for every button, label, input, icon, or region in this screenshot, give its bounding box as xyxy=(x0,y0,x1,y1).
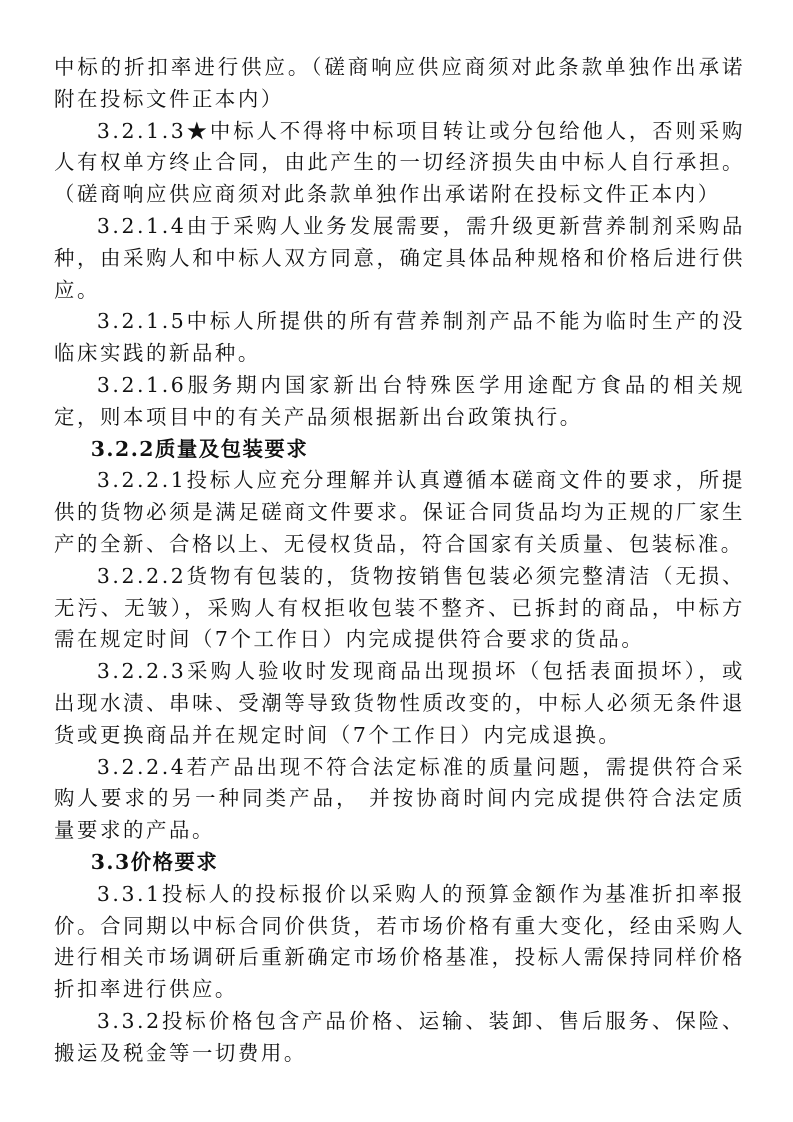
section-heading-3-2-2: 3.2.2质量及包装要求 xyxy=(90,436,309,461)
clause-3-2-2-3: 3.2.2.3采购人验收时发现商品出现损坏（包括表面损坏），或出现水渍、串味、受潮等导致货物性质改变的，中标人必须无条件退货或更换商品并在规定时间（7个工作日）内完成退换。 xyxy=(54,659,745,747)
clause-3-2-1-3: 3.2.1.3★中标人不得将中标项目转让或分包给他人，否则采购人有权单方终止合同，由此产生的一切经济损失由中标人自行承担。（磋商响应供应商须对此条款单独作出承诺附在投标文件正本内） xyxy=(54,118,745,207)
clause-3-2-1-5: 3.2.1.5中标人所提供的所有营养制剂产品不能为临时生产的没临床实践的新品种。 xyxy=(54,309,745,366)
clause-3-2-2-1: 3.2.2.1投标人应充分理解并认真遵循本磋商文件的要求，所提供的货物必须是满足磋商文件要求。保证合同货品均为正规的厂家生产的全新、合格以上、无侵权货品，符合国家有关质量、包装标准。 xyxy=(54,468,745,556)
section-heading-3-3: 3.3价格要求 xyxy=(90,849,219,874)
clause-3-2-1-6: 3.2.1.6服务期内国家新出台特殊医学用途配方食品的相关规定，则本项目中的有关产品须根据新出台政策执行。 xyxy=(54,372,745,429)
clause-3-3-2: 3.3.2投标价格包含产品价格、运输、装卸、售后服务、保险、搬运及税金等一切费用。 xyxy=(54,1008,745,1065)
paragraph-continuation: 中标的折扣率进行供应。（磋商响应供应商须对此条款单独作出承诺附在投标文件正本内） xyxy=(54,55,745,111)
clause-3-2-2-4: 3.2.2.4若产品出现不符合法定标准的质量问题，需提供符合采购人要求的另一种同类产品， 并按协商时间内完成提供符合法定质量要求的产品。 xyxy=(54,754,745,843)
clause-3-3-1: 3.3.1投标人的投标报价以采购人的预算金额作为基准折扣率报价。合同期以中标合同价供货，若市场价格有重大变化，经由采购人进行相关市场调研后重新确定市场价格基准，投标人需保持同样价格折扣率进行供应。 xyxy=(54,881,745,1002)
clause-3-2-2-2: 3.2.2.2货物有包装的，货物按销售包装必须完整清洁（无损、无污、无皱），采购人有权拒收包装不整齐、已拆封的商品，中标方需在规定时间（7个工作日）内完成提供符合要求的货品。 xyxy=(54,563,745,652)
clause-3-2-1-4: 3.2.1.4由于采购人业务发展需要，需升级更新营养制剂采购品种，由采购人和中标人双方同意，确定具体品种规格和价格后进行供应。 xyxy=(54,213,745,302)
